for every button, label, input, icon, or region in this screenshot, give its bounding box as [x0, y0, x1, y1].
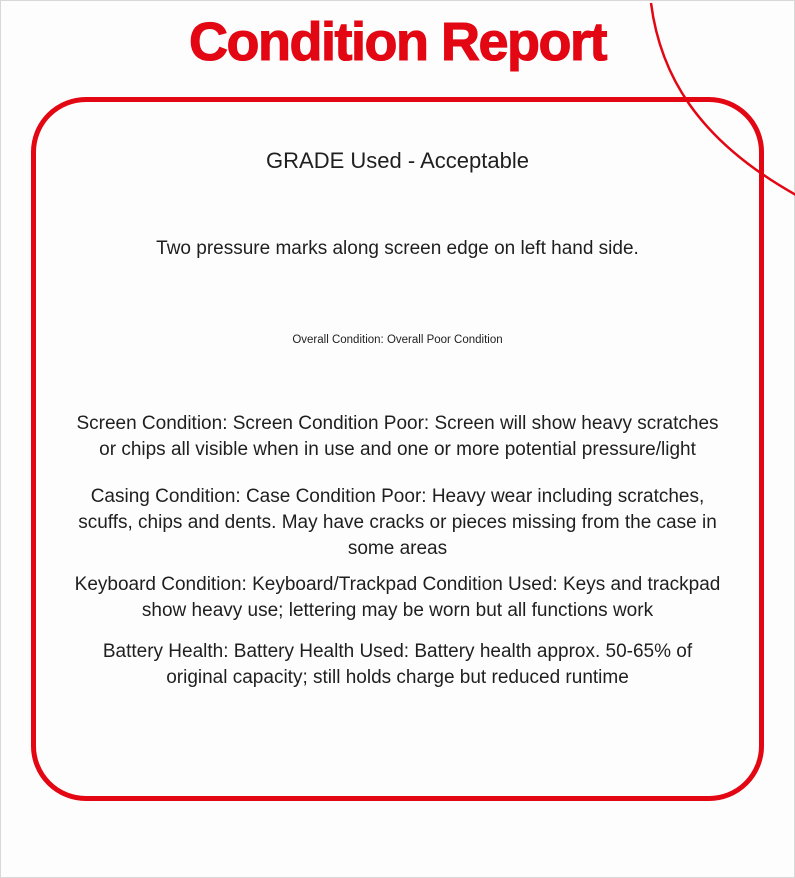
battery-health-section — [36, 639, 759, 691]
text-line: Screen Condition: Screen Condition Poor: Screen will show heavy scratches — [76, 413, 719, 434]
overall-condition-text: Overall Condition: Overall Poor Condition — [292, 334, 503, 346]
text-line: Battery Health: Battery Health Used: Battery health approx. 50-65% of — [102, 641, 693, 662]
text-line: show heavy use; lettering may be worn but all functions work — [141, 600, 654, 621]
text-line: or chips all visible when in use and one or more potential pressure/light — [99, 439, 696, 460]
text-line: Casing Condition: Case Condition Poor: Heavy wear including scratches, — [90, 486, 705, 507]
text-line: scuffs, chips and dents. May have cracks or pieces missing from the case in — [78, 512, 717, 533]
text-line: Keyboard Condition: Keyboard/Trackpad Condition Used: Keys and trackpad — [74, 574, 721, 595]
text-line: original capacity; still holds charge but reduced runtime — [166, 667, 629, 688]
condition-report-page — [1, 12, 794, 688]
casing-condition-section — [36, 484, 759, 562]
report-box — [31, 97, 764, 801]
grade-heading: GRADE Used - Acceptable — [266, 148, 529, 173]
condition-summary: Two pressure marks along screen edge on left hand side. — [156, 238, 639, 259]
page-title: Condition Report — [189, 12, 606, 72]
text-line: some areas — [347, 538, 448, 559]
screen-condition-section — [36, 411, 759, 463]
keyboard-condition-section — [36, 572, 759, 624]
